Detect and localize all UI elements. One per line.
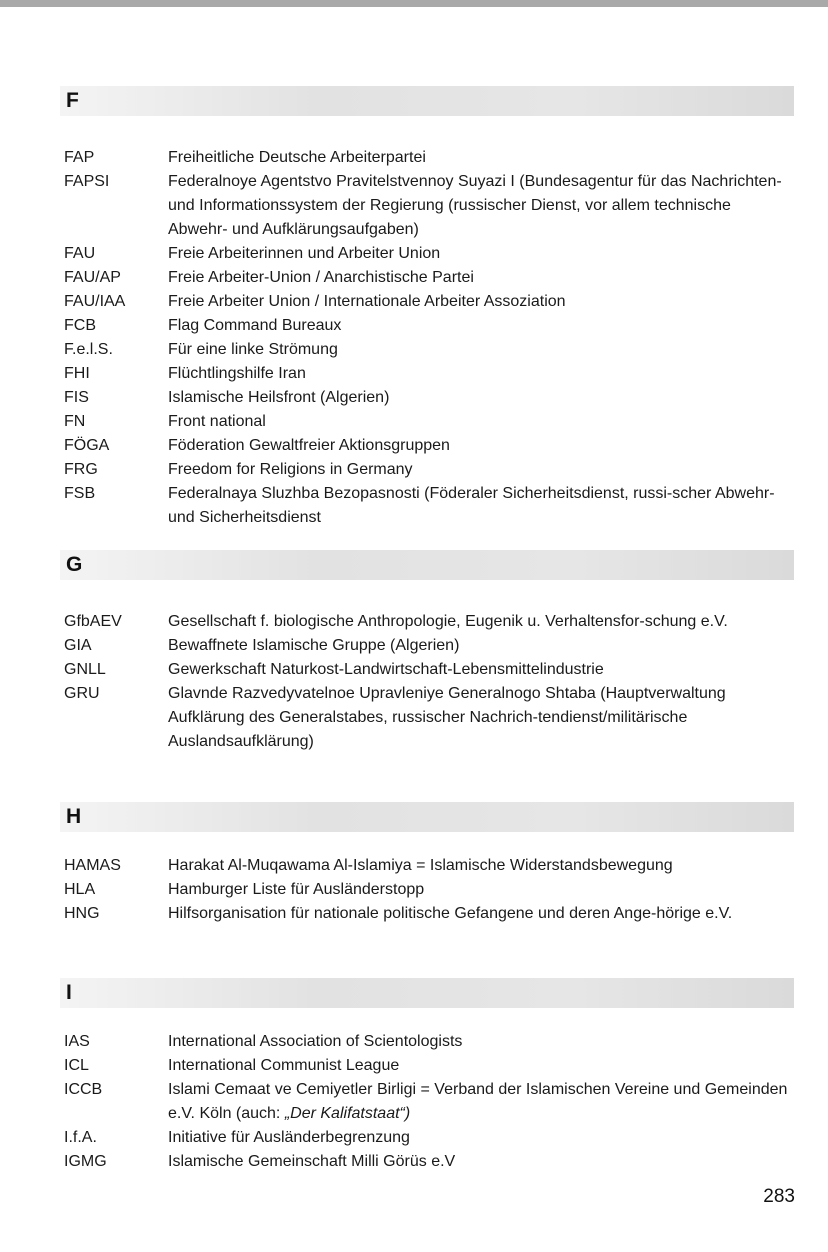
list-item (64, 410, 794, 434)
abbreviation: ICL (64, 1057, 89, 1074)
definition: Federalnaya Sluzhba Bezopasnosti (Föderaler Sicherheitsdienst, russi-scher Abwehr- und Sicherheitsdienst (168, 485, 775, 526)
list-item (64, 482, 794, 530)
abbreviation: GIA (64, 637, 92, 654)
abbreviation: FCB (64, 317, 96, 334)
abbreviation: GNLL (64, 661, 106, 678)
definition: Flüchtlingshilfe Iran (168, 365, 306, 382)
abbreviation: GRU (64, 685, 100, 702)
abbreviation: FN (64, 413, 86, 430)
definition: Für eine linke Strömung (168, 341, 338, 358)
abbreviation: IGMG (64, 1153, 107, 1170)
abbreviation: HLA (64, 881, 96, 898)
list-item (64, 1078, 794, 1126)
list-item (64, 902, 794, 926)
definition: Hilfsorganisation für nationale politische Gefangene und deren Ange-hörige e.V. (168, 905, 733, 922)
definition: Federalnoye Agentstvo Pravitelstvennoy Suyazi I (Bundesagentur für das Nachrichten- und Informationssystem der Regierung (russischer Dienst, vor allem technische Abwehr- und Aufklärungsaufgaben) (168, 173, 782, 238)
definition: Initiative für Ausländerbegrenzung (168, 1129, 410, 1146)
definition (168, 1078, 794, 1126)
definition: International Communist League (168, 1057, 400, 1074)
section-letter: H (66, 805, 82, 828)
entry-list (64, 146, 794, 530)
definition-italic-text: „Der Kalifatstaat“) (284, 1105, 411, 1122)
definition: Freiheitliche Deutsche Arbeiterpartei (168, 149, 426, 166)
definition: Freie Arbeiter-Union / Anarchistische Partei (168, 269, 474, 286)
list-item (64, 290, 794, 314)
list-item (64, 338, 794, 362)
abbreviation: ICCB (64, 1081, 103, 1098)
definition: Glavnde Razvedyvatelnoe Upravleniye Generalnogo Shtaba (Hauptverwaltung Aufklärung des Generalstabes, russischer Nachrich-tendienst/militärische Auslandsaufklärung) (168, 685, 726, 750)
abbreviation: FRG (64, 461, 98, 478)
abbreviation: I.f.A. (64, 1129, 97, 1146)
list-item (64, 634, 794, 658)
entry-list (64, 854, 794, 926)
list-item (64, 610, 794, 634)
definition: Freie Arbeiter Union / Internationale Arbeiter Assoziation (168, 293, 566, 310)
definition: Gesellschaft f. biologische Anthropologie, Eugenik u. Verhaltensfor-schung e.V. (168, 613, 728, 630)
list-item (64, 386, 794, 410)
definition: Hamburger Liste für Ausländerstopp (168, 881, 425, 898)
section-header-bar (60, 550, 794, 580)
abbreviation: F.e.l.S. (64, 341, 113, 358)
abbreviation: HNG (64, 905, 100, 922)
list-item (64, 146, 794, 170)
list-item (64, 434, 794, 458)
definition: Flag Command Bureaux (168, 317, 342, 334)
page-number: 283 (763, 1186, 795, 1207)
definition-text: Islami Cemaat ve Cemiyetler Birligi = Verband der Islamischen Vereine und Gemeinden e.V. Köln (auch: (168, 1081, 788, 1122)
definition: Islamische Gemeinschaft Milli Görüs e.V (168, 1153, 456, 1170)
abbreviation: FAP (64, 149, 95, 166)
entry-list (64, 1030, 794, 1174)
abbreviation: HAMAS (64, 857, 121, 874)
abbreviation: FÖGA (64, 437, 110, 454)
section-header-bar (60, 86, 794, 116)
section-letter: I (66, 981, 72, 1004)
abbreviation: FAU/IAA (64, 293, 126, 310)
definition: Freie Arbeiterinnen und Arbeiter Union (168, 245, 441, 262)
definition: Föderation Gewaltfreier Aktionsgruppen (168, 437, 450, 454)
abbreviation: FAU/AP (64, 269, 121, 286)
list-item (64, 1030, 794, 1054)
list-item (64, 1126, 794, 1150)
abbreviation: FIS (64, 389, 89, 406)
list-item (64, 658, 794, 682)
list-item (64, 1150, 794, 1174)
abbreviation: GfbAEV (64, 613, 122, 630)
definition: International Association of Scientologists (168, 1033, 463, 1050)
abbreviation: FSB (64, 485, 96, 502)
abbreviation: FAPSI (64, 173, 110, 190)
list-item (64, 1054, 794, 1078)
abbreviation: IAS (64, 1033, 90, 1050)
list-item (64, 266, 794, 290)
section-letter: G (66, 553, 83, 576)
section-header-bar (60, 802, 794, 832)
list-item (64, 170, 794, 242)
list-item (64, 682, 794, 754)
section-header-bar (60, 978, 794, 1008)
definition: Freedom for Religions in Germany (168, 461, 413, 478)
abbreviation: FAU (64, 245, 96, 262)
definition: Front national (168, 413, 266, 430)
list-item (64, 854, 794, 878)
definition: Bewaffnete Islamische Gruppe (Algerien) (168, 637, 460, 654)
definition: Gewerkschaft Naturkost-Landwirtschaft-Lebensmittelindustrie (168, 661, 604, 678)
abbreviation: FHI (64, 365, 90, 382)
list-item (64, 314, 794, 338)
list-item (64, 362, 794, 386)
entry-list (64, 610, 794, 754)
list-item (64, 878, 794, 902)
section-letter: F (66, 89, 79, 112)
top-scan-rule (0, 0, 828, 7)
definition: Harakat Al-Muqawama Al-Islamiya = Islamische Widerstandsbewegung (168, 857, 673, 874)
definition: Islamische Heilsfront (Algerien) (168, 389, 390, 406)
list-item (64, 242, 794, 266)
list-item (64, 458, 794, 482)
